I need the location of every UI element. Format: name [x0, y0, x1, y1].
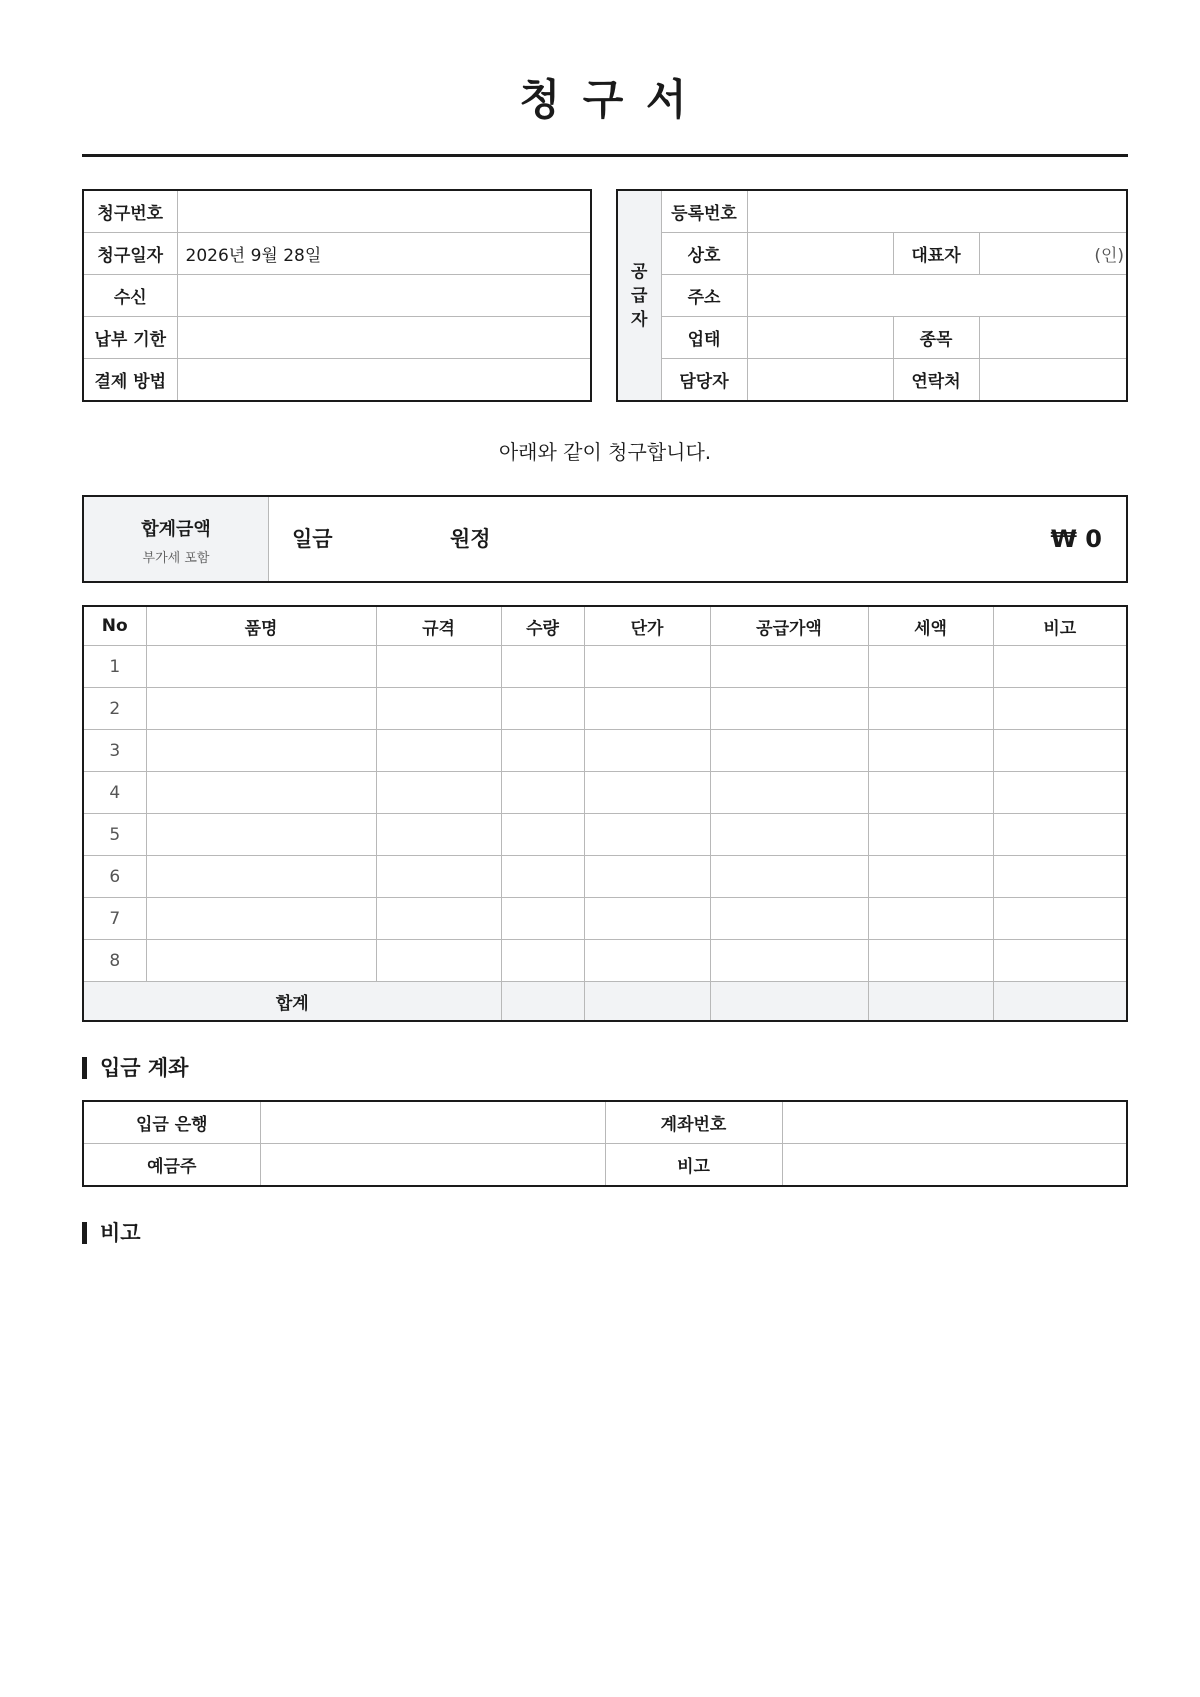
invoice-no-value[interactable]	[177, 190, 591, 233]
manager-label: 담당자	[661, 359, 747, 402]
info-row-payment-method	[83, 359, 591, 402]
company-value[interactable]	[747, 233, 893, 275]
quantity-cell[interactable]	[501, 730, 584, 772]
remarks-content[interactable]	[82, 1247, 1128, 1307]
unit-price-cell[interactable]	[584, 898, 710, 940]
item-name-cell[interactable]	[146, 772, 376, 814]
tax-cell[interactable]	[868, 898, 993, 940]
row-number: 6	[83, 856, 146, 898]
table-row	[83, 814, 1127, 856]
info-row-recipient	[83, 275, 591, 317]
tax-cell[interactable]	[868, 772, 993, 814]
biz-item-value[interactable]	[979, 317, 1127, 359]
biz-item-label: 종목	[893, 317, 979, 359]
bank-value[interactable]	[260, 1101, 605, 1144]
info-row-invoice-no	[83, 190, 591, 233]
bank-section-title-text: 입금 계좌	[100, 1056, 189, 1080]
due-date-value[interactable]	[177, 317, 591, 359]
item-name-cell[interactable]	[146, 730, 376, 772]
quantity-cell[interactable]	[501, 898, 584, 940]
item-name-cell[interactable]	[146, 940, 376, 982]
header-tax: 세액	[868, 606, 993, 646]
biz-type-label: 업태	[661, 317, 747, 359]
items-header-row	[83, 606, 1127, 646]
sum-tax	[868, 982, 993, 1022]
note-cell[interactable]	[993, 730, 1127, 772]
recipient-label: 수신	[83, 275, 177, 317]
tax-cell[interactable]	[868, 814, 993, 856]
amount-suffix: 원정	[450, 527, 491, 551]
info-section	[82, 189, 1128, 401]
info-row-invoice-date	[83, 233, 591, 275]
header-supply-amount: 공급가액	[710, 606, 868, 646]
supply-amount-cell[interactable]	[710, 898, 868, 940]
document-title: 청 구 서	[519, 75, 691, 124]
spec-cell[interactable]	[376, 940, 501, 982]
supply-amount-cell[interactable]	[710, 814, 868, 856]
section-marker	[82, 1222, 87, 1244]
note-cell[interactable]	[993, 898, 1127, 940]
supplier-side-label: 공 급 자	[617, 190, 661, 401]
header-unit-price: 단가	[584, 606, 710, 646]
note-cell[interactable]	[993, 772, 1127, 814]
table-row	[83, 856, 1127, 898]
note-cell[interactable]	[993, 856, 1127, 898]
spec-cell[interactable]	[376, 814, 501, 856]
account-label: 계좌번호	[605, 1101, 782, 1144]
bank-note-label: 비고	[605, 1144, 782, 1187]
holder-label: 예금주	[83, 1144, 260, 1187]
bank-account-table	[82, 1100, 1128, 1187]
table-row	[83, 646, 1127, 688]
remarks-section-title	[82, 1219, 1128, 1247]
row-number: 4	[83, 772, 146, 814]
lead-text: 아래와 같이 청구합니다.	[498, 440, 712, 464]
seal-mark: (인)	[979, 233, 1127, 275]
tax-cell[interactable]	[868, 730, 993, 772]
amount-prefix: 일금	[292, 527, 333, 551]
row-number: 7	[83, 898, 146, 940]
invoice-no-label: 청구번호	[83, 190, 177, 233]
invoice-date-label: 청구일자	[83, 233, 177, 275]
quantity-cell[interactable]	[501, 940, 584, 982]
supplier-table	[616, 189, 1128, 402]
item-name-cell[interactable]	[146, 646, 376, 688]
note-cell[interactable]	[993, 688, 1127, 730]
recipient-value[interactable]	[177, 275, 591, 317]
quantity-cell[interactable]	[501, 856, 584, 898]
table-row	[83, 772, 1127, 814]
due-date-label: 납부 기한	[83, 317, 177, 359]
quantity-cell[interactable]	[501, 688, 584, 730]
bank-note-value[interactable]	[782, 1144, 1127, 1187]
payment-method-value[interactable]	[177, 359, 591, 402]
company-label: 상호	[661, 233, 747, 275]
tax-cell[interactable]	[868, 688, 993, 730]
spec-cell[interactable]	[376, 898, 501, 940]
unit-price-cell[interactable]	[584, 646, 710, 688]
unit-price-cell[interactable]	[584, 688, 710, 730]
account-value[interactable]	[782, 1101, 1127, 1144]
reg-no-value[interactable]	[747, 190, 1127, 233]
unit-price-cell[interactable]	[584, 772, 710, 814]
contact-value[interactable]	[979, 359, 1127, 402]
table-row	[83, 730, 1127, 772]
total-amount-box	[82, 495, 1128, 583]
tax-cell[interactable]	[868, 856, 993, 898]
unit-price-cell[interactable]	[584, 730, 710, 772]
header-item-name: 품명	[146, 606, 376, 646]
supply-amount-cell[interactable]	[710, 646, 868, 688]
row-number: 8	[83, 940, 146, 982]
table-row	[83, 898, 1127, 940]
invoice-info-table	[82, 189, 592, 402]
unit-price-cell[interactable]	[584, 940, 710, 982]
table-row	[83, 688, 1127, 730]
row-number: 2	[83, 688, 146, 730]
sum-supply-amount	[710, 982, 868, 1022]
item-name-cell[interactable]	[146, 856, 376, 898]
items-table	[82, 605, 1128, 1022]
note-cell[interactable]	[993, 940, 1127, 982]
manager-value[interactable]	[747, 359, 893, 402]
supply-amount-cell[interactable]	[710, 730, 868, 772]
table-row	[83, 940, 1127, 982]
total-label-cell	[84, 497, 269, 581]
item-name-cell[interactable]	[146, 898, 376, 940]
unit-price-cell[interactable]	[584, 814, 710, 856]
quantity-cell[interactable]	[501, 772, 584, 814]
supply-amount-cell[interactable]	[710, 940, 868, 982]
row-number: 3	[83, 730, 146, 772]
contact-label: 연락처	[893, 359, 979, 402]
payment-method-label: 결제 방법	[83, 359, 177, 402]
row-number: 5	[83, 814, 146, 856]
bank-section-title	[82, 1054, 1128, 1082]
ceo-label: 대표자	[893, 233, 979, 275]
address-label: 주소	[661, 275, 747, 317]
total-amount-value: ₩ 0	[1050, 525, 1102, 553]
row-number: 1	[83, 646, 146, 688]
sum-label: 합계	[83, 982, 501, 1022]
header-no: No	[83, 606, 146, 646]
remarks-section-title-text: 비고	[100, 1221, 141, 1245]
items-sum-row	[83, 982, 1127, 1022]
sum-unit-price	[584, 982, 710, 1022]
quantity-cell[interactable]	[501, 814, 584, 856]
address-value[interactable]	[747, 275, 1127, 317]
bank-label: 입금 은행	[83, 1101, 260, 1144]
spec-cell[interactable]	[376, 646, 501, 688]
supply-amount-cell[interactable]	[710, 856, 868, 898]
spec-cell[interactable]	[376, 856, 501, 898]
sum-note	[993, 982, 1127, 1022]
header-quantity: 수량	[501, 606, 584, 646]
header-spec: 규격	[376, 606, 501, 646]
unit-price-cell[interactable]	[584, 856, 710, 898]
section-marker	[82, 1057, 87, 1079]
spec-cell[interactable]	[376, 730, 501, 772]
biz-type-value[interactable]	[747, 317, 893, 359]
spec-cell[interactable]	[376, 772, 501, 814]
reg-no-label: 등록번호	[661, 190, 747, 233]
title-divider	[82, 154, 1128, 157]
invoice-page	[82, 0, 1128, 1307]
item-name-cell[interactable]	[146, 688, 376, 730]
item-name-cell[interactable]	[146, 814, 376, 856]
note-cell[interactable]	[993, 814, 1127, 856]
tax-cell[interactable]	[868, 940, 993, 982]
info-row-due-date	[83, 317, 591, 359]
tax-cell[interactable]	[868, 646, 993, 688]
supply-amount-cell[interactable]	[710, 688, 868, 730]
vat-included-note: 부가세 포함	[142, 551, 210, 566]
note-cell[interactable]	[993, 646, 1127, 688]
quantity-cell[interactable]	[501, 646, 584, 688]
holder-value[interactable]	[260, 1144, 605, 1187]
invoice-date-value[interactable]: 2026년 9월 28일	[177, 233, 591, 275]
spec-cell[interactable]	[376, 688, 501, 730]
total-label: 합계금액	[141, 519, 211, 540]
sum-quantity	[501, 982, 584, 1022]
header-note: 비고	[993, 606, 1127, 646]
supply-amount-cell[interactable]	[710, 772, 868, 814]
